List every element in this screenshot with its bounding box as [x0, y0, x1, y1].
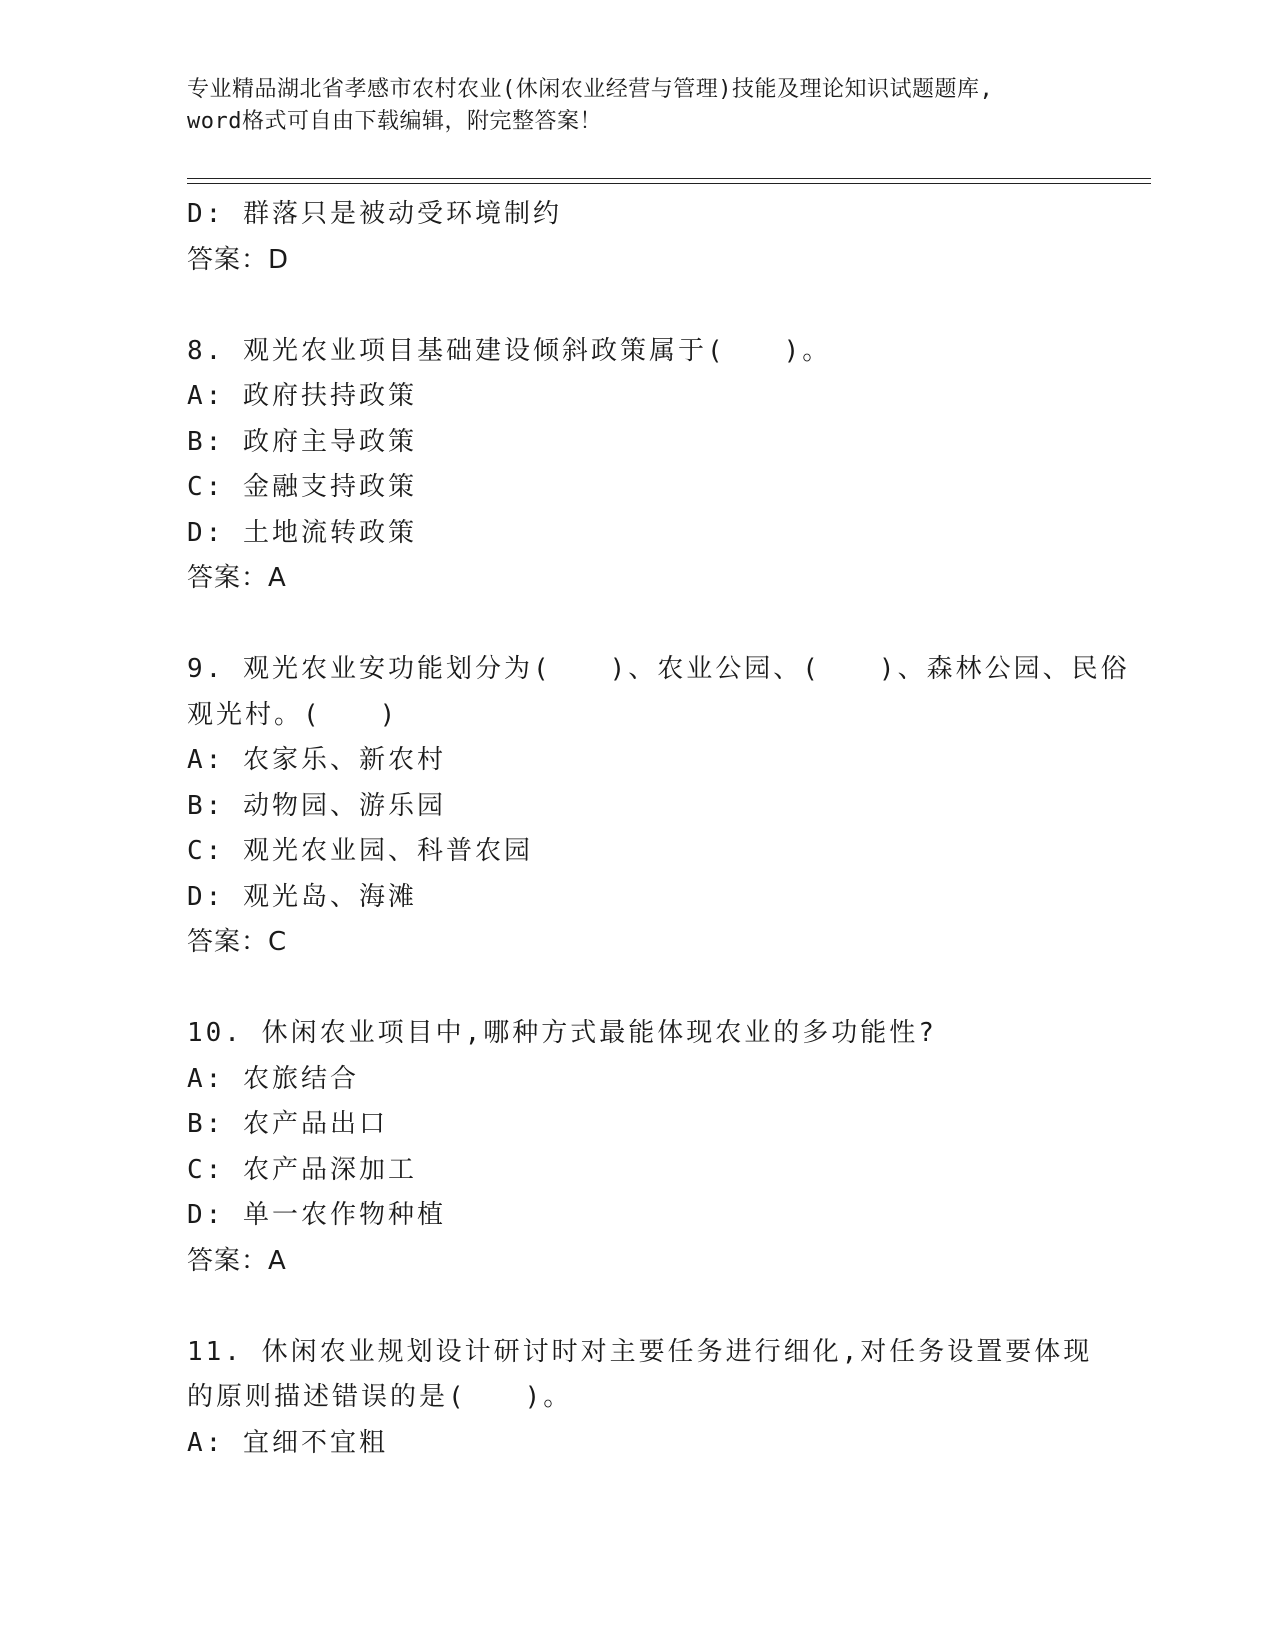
spacer: [187, 1284, 1087, 1330]
answer: 答案：A: [187, 1245, 287, 1276]
option-b: B: 农产品出口: [187, 1109, 388, 1139]
question-stem: 10. 休闲农业项目中,哪种方式最能体现农业的多功能性?: [187, 1018, 937, 1048]
answer: 答案：D: [187, 244, 290, 275]
option-d: D: 单一农作物种植: [187, 1200, 446, 1230]
header-divider-top: [187, 178, 1151, 179]
question-stem: 11. 休闲农业规划设计研讨时对主要任务进行细化,对任务设置要体现: [187, 1336, 1093, 1367]
spacer: [187, 283, 1087, 329]
option-c: C: 金融支持政策: [187, 472, 417, 502]
question-stem-continued: 的原则描述错误的是( )。: [187, 1382, 573, 1412]
question-stem-continued: 观光村。( ): [187, 699, 399, 730]
document-header: [187, 74, 1087, 138]
header-divider-bottom: [187, 183, 1151, 184]
option-a: A: 政府扶持政策: [187, 381, 417, 411]
spacer: [187, 966, 1087, 1012]
header-line-2: word格式可自由下载编辑，附完整答案！: [187, 109, 602, 134]
option-c: C: 观光农业园、科普农园: [187, 836, 533, 866]
question-stem: 8. 观光农业项目基础建设倾斜政策属于( )。: [187, 335, 832, 366]
header-line-1: 专业精品湖北省孝感市农村农业(休闲农业经营与管理)技能及理论知识试题题库,: [187, 77, 994, 102]
option-a: A: 宜细不宜粗: [187, 1427, 388, 1458]
spacer: [187, 602, 1087, 648]
option-b: B: 动物园、游乐园: [187, 790, 446, 821]
option-d: D: 土地流转政策: [187, 517, 417, 548]
option-a: A: 农家乐、新农村: [187, 745, 446, 775]
option-c: C: 农产品深加工: [187, 1154, 417, 1185]
question-list: [187, 192, 1130, 1466]
answer: 答案：C: [187, 927, 288, 957]
answer: 答案：A: [187, 563, 287, 593]
option-a: A: 农旅结合: [187, 1063, 359, 1094]
question-stem: 9. 观光农业安功能划分为( )、农业公园、( )、森林公园、民俗: [187, 654, 1130, 684]
option-b: B: 政府主导政策: [187, 426, 417, 457]
option-d: D: 观光岛、海滩: [187, 881, 417, 912]
option-d: D: 群落只是被动受环境制约: [187, 199, 562, 229]
